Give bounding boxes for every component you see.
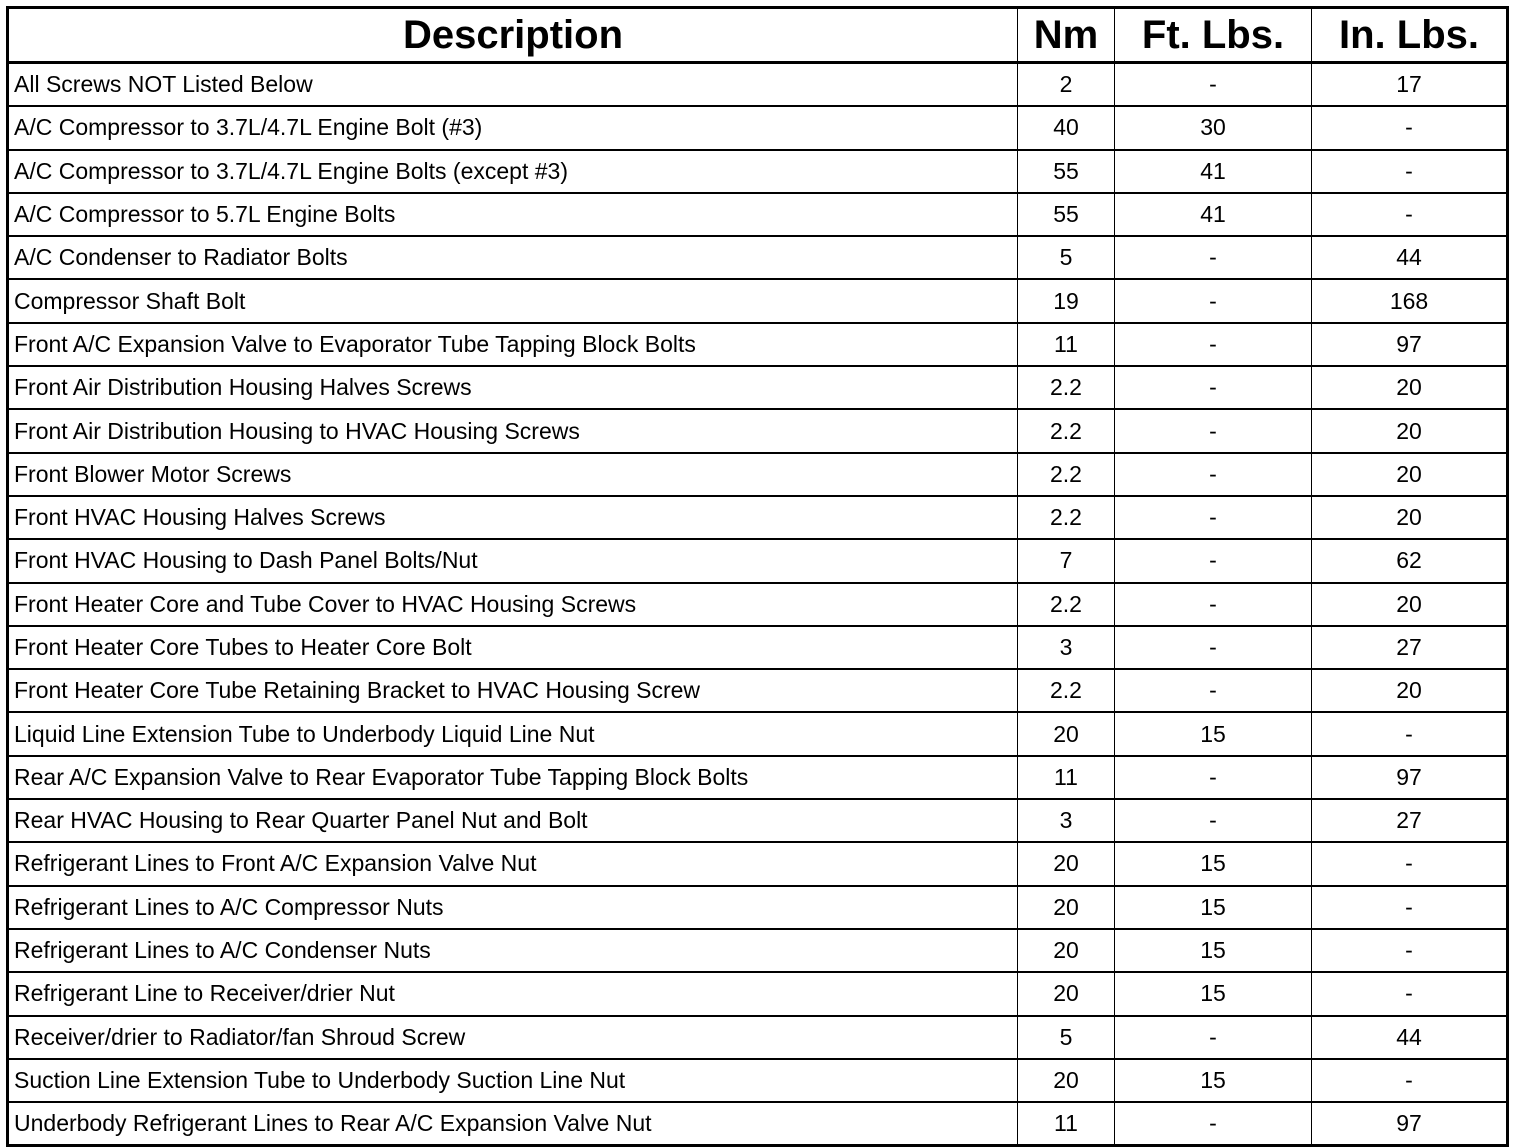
cell-description: Front HVAC Housing to Dash Panel Bolts/Nut bbox=[8, 539, 1018, 582]
cell-ft-lbs: 41 bbox=[1115, 150, 1312, 193]
table-row bbox=[8, 1059, 1508, 1102]
cell-in-lbs: 27 bbox=[1312, 626, 1508, 669]
cell-ft-lbs: - bbox=[1115, 583, 1312, 626]
cell-nm: 11 bbox=[1018, 1102, 1115, 1146]
table-row bbox=[8, 712, 1508, 755]
table-row bbox=[8, 539, 1508, 582]
table-row bbox=[8, 886, 1508, 929]
cell-ft-lbs: 15 bbox=[1115, 972, 1312, 1015]
cell-nm: 7 bbox=[1018, 539, 1115, 582]
cell-description: Rear HVAC Housing to Rear Quarter Panel Nut and Bolt bbox=[8, 799, 1018, 842]
cell-in-lbs: 44 bbox=[1312, 236, 1508, 279]
cell-nm: 19 bbox=[1018, 279, 1115, 322]
cell-in-lbs: - bbox=[1312, 193, 1508, 236]
cell-ft-lbs: 30 bbox=[1115, 106, 1312, 149]
cell-description: Refrigerant Lines to A/C Condenser Nuts bbox=[8, 929, 1018, 972]
cell-ft-lbs: 15 bbox=[1115, 712, 1312, 755]
cell-in-lbs: 97 bbox=[1312, 323, 1508, 366]
cell-ft-lbs: - bbox=[1115, 236, 1312, 279]
table-body bbox=[8, 63, 1508, 1146]
cell-nm: 20 bbox=[1018, 886, 1115, 929]
cell-in-lbs: 20 bbox=[1312, 583, 1508, 626]
table-row bbox=[8, 583, 1508, 626]
table-row bbox=[8, 193, 1508, 236]
cell-nm: 20 bbox=[1018, 712, 1115, 755]
table-row bbox=[8, 929, 1508, 972]
cell-nm: 55 bbox=[1018, 193, 1115, 236]
cell-in-lbs: 17 bbox=[1312, 63, 1508, 107]
header-nm: Nm bbox=[1018, 8, 1115, 63]
cell-description: Front Heater Core Tube Retaining Bracket to HVAC Housing Screw bbox=[8, 669, 1018, 712]
cell-nm: 5 bbox=[1018, 1016, 1115, 1059]
cell-nm: 2.2 bbox=[1018, 669, 1115, 712]
cell-description: Refrigerant Line to Receiver/drier Nut bbox=[8, 972, 1018, 1015]
table-row bbox=[8, 453, 1508, 496]
torque-spec-table bbox=[6, 6, 1509, 1147]
cell-description: Front Air Distribution Housing Halves Screws bbox=[8, 366, 1018, 409]
cell-ft-lbs: 15 bbox=[1115, 1059, 1312, 1102]
cell-nm: 2.2 bbox=[1018, 453, 1115, 496]
cell-in-lbs: 168 bbox=[1312, 279, 1508, 322]
cell-description: A/C Condenser to Radiator Bolts bbox=[8, 236, 1018, 279]
cell-in-lbs: - bbox=[1312, 712, 1508, 755]
cell-description: A/C Compressor to 3.7L/4.7L Engine Bolt (#3) bbox=[8, 106, 1018, 149]
table-row bbox=[8, 626, 1508, 669]
cell-in-lbs: - bbox=[1312, 842, 1508, 885]
cell-nm: 5 bbox=[1018, 236, 1115, 279]
cell-nm: 2.2 bbox=[1018, 583, 1115, 626]
table-row bbox=[8, 409, 1508, 452]
cell-ft-lbs: 41 bbox=[1115, 193, 1312, 236]
cell-nm: 11 bbox=[1018, 323, 1115, 366]
cell-description: Receiver/drier to Radiator/fan Shroud Screw bbox=[8, 1016, 1018, 1059]
cell-description: A/C Compressor to 3.7L/4.7L Engine Bolts (except #3) bbox=[8, 150, 1018, 193]
cell-ft-lbs: 15 bbox=[1115, 842, 1312, 885]
cell-description: Refrigerant Lines to A/C Compressor Nuts bbox=[8, 886, 1018, 929]
cell-ft-lbs: 15 bbox=[1115, 929, 1312, 972]
cell-description: Liquid Line Extension Tube to Underbody Liquid Line Nut bbox=[8, 712, 1018, 755]
cell-in-lbs: 97 bbox=[1312, 756, 1508, 799]
cell-in-lbs: - bbox=[1312, 106, 1508, 149]
cell-description: Compressor Shaft Bolt bbox=[8, 279, 1018, 322]
cell-ft-lbs: - bbox=[1115, 669, 1312, 712]
table-row bbox=[8, 63, 1508, 107]
cell-nm: 2.2 bbox=[1018, 366, 1115, 409]
cell-description: Suction Line Extension Tube to Underbody Suction Line Nut bbox=[8, 1059, 1018, 1102]
cell-ft-lbs: - bbox=[1115, 279, 1312, 322]
cell-in-lbs: 27 bbox=[1312, 799, 1508, 842]
cell-nm: 20 bbox=[1018, 842, 1115, 885]
cell-in-lbs: - bbox=[1312, 929, 1508, 972]
table-row bbox=[8, 799, 1508, 842]
cell-description: Front HVAC Housing Halves Screws bbox=[8, 496, 1018, 539]
cell-ft-lbs: - bbox=[1115, 63, 1312, 107]
cell-nm: 55 bbox=[1018, 150, 1115, 193]
cell-nm: 20 bbox=[1018, 1059, 1115, 1102]
cell-in-lbs: - bbox=[1312, 972, 1508, 1015]
cell-in-lbs: 20 bbox=[1312, 366, 1508, 409]
cell-nm: 3 bbox=[1018, 799, 1115, 842]
cell-in-lbs: 44 bbox=[1312, 1016, 1508, 1059]
cell-description: Front Heater Core and Tube Cover to HVAC Housing Screws bbox=[8, 583, 1018, 626]
cell-ft-lbs: - bbox=[1115, 453, 1312, 496]
cell-in-lbs: - bbox=[1312, 1059, 1508, 1102]
cell-description: Front Blower Motor Screws bbox=[8, 453, 1018, 496]
cell-nm: 2.2 bbox=[1018, 409, 1115, 452]
header-description: Description bbox=[8, 8, 1018, 63]
cell-ft-lbs: - bbox=[1115, 323, 1312, 366]
cell-ft-lbs: - bbox=[1115, 409, 1312, 452]
cell-in-lbs: - bbox=[1312, 150, 1508, 193]
cell-in-lbs: 20 bbox=[1312, 669, 1508, 712]
cell-in-lbs: 62 bbox=[1312, 539, 1508, 582]
header-row bbox=[8, 8, 1508, 63]
cell-description: Rear A/C Expansion Valve to Rear Evaporator Tube Tapping Block Bolts bbox=[8, 756, 1018, 799]
table-row bbox=[8, 669, 1508, 712]
cell-ft-lbs: - bbox=[1115, 626, 1312, 669]
table-row bbox=[8, 106, 1508, 149]
cell-description: Underbody Refrigerant Lines to Rear A/C Expansion Valve Nut bbox=[8, 1102, 1018, 1146]
table-row bbox=[8, 496, 1508, 539]
cell-description: Refrigerant Lines to Front A/C Expansion Valve Nut bbox=[8, 842, 1018, 885]
cell-nm: 20 bbox=[1018, 929, 1115, 972]
table-row bbox=[8, 842, 1508, 885]
cell-in-lbs: 20 bbox=[1312, 409, 1508, 452]
cell-nm: 2.2 bbox=[1018, 496, 1115, 539]
header-ft-lbs: Ft. Lbs. bbox=[1115, 8, 1312, 63]
cell-nm: 20 bbox=[1018, 972, 1115, 1015]
cell-ft-lbs: - bbox=[1115, 496, 1312, 539]
cell-description: Front Heater Core Tubes to Heater Core Bolt bbox=[8, 626, 1018, 669]
cell-ft-lbs: 15 bbox=[1115, 886, 1312, 929]
table-row bbox=[8, 972, 1508, 1015]
table-row bbox=[8, 756, 1508, 799]
cell-ft-lbs: - bbox=[1115, 366, 1312, 409]
table-row bbox=[8, 150, 1508, 193]
cell-ft-lbs: - bbox=[1115, 756, 1312, 799]
table-row bbox=[8, 1102, 1508, 1146]
cell-in-lbs: - bbox=[1312, 886, 1508, 929]
table-row bbox=[8, 366, 1508, 409]
cell-nm: 40 bbox=[1018, 106, 1115, 149]
cell-description: Front Air Distribution Housing to HVAC Housing Screws bbox=[8, 409, 1018, 452]
cell-in-lbs: 20 bbox=[1312, 496, 1508, 539]
table-row bbox=[8, 236, 1508, 279]
cell-nm: 3 bbox=[1018, 626, 1115, 669]
cell-description: All Screws NOT Listed Below bbox=[8, 63, 1018, 107]
cell-nm: 11 bbox=[1018, 756, 1115, 799]
cell-in-lbs: 97 bbox=[1312, 1102, 1508, 1146]
table-row bbox=[8, 279, 1508, 322]
cell-in-lbs: 20 bbox=[1312, 453, 1508, 496]
cell-ft-lbs: - bbox=[1115, 1016, 1312, 1059]
cell-description: Front A/C Expansion Valve to Evaporator Tube Tapping Block Bolts bbox=[8, 323, 1018, 366]
header-in-lbs: In. Lbs. bbox=[1312, 8, 1508, 63]
table-row bbox=[8, 323, 1508, 366]
cell-ft-lbs: - bbox=[1115, 539, 1312, 582]
cell-ft-lbs: - bbox=[1115, 1102, 1312, 1146]
cell-ft-lbs: - bbox=[1115, 799, 1312, 842]
table-row bbox=[8, 1016, 1508, 1059]
cell-description: A/C Compressor to 5.7L Engine Bolts bbox=[8, 193, 1018, 236]
cell-nm: 2 bbox=[1018, 63, 1115, 107]
